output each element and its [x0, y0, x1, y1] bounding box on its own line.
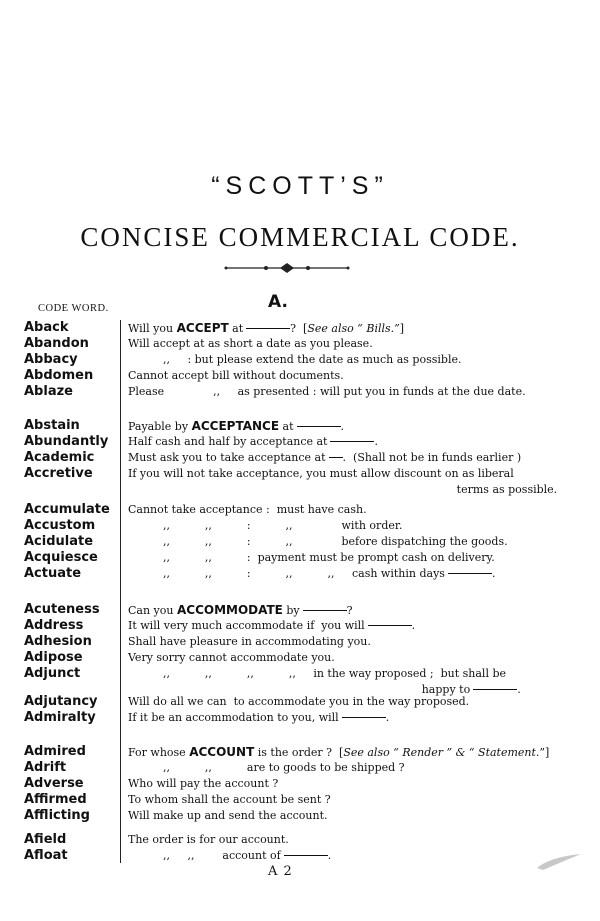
- phrase-text: Cannot accept bill without documents.: [128, 369, 344, 382]
- code-word: Ablaze: [24, 384, 73, 399]
- code-word: Address: [24, 618, 84, 633]
- code-word: Afloat: [24, 848, 68, 863]
- code-phrase: [128, 466, 514, 482]
- code-word: Acuteness: [24, 602, 100, 617]
- code-word: Academic: [24, 450, 95, 465]
- code-phrase: [128, 534, 508, 550]
- code-phrase: [128, 666, 506, 682]
- code-phrase: [128, 434, 378, 450]
- code-word: Adjutancy: [24, 694, 98, 709]
- fill-in-blank: [246, 328, 290, 329]
- ink-smudge: [535, 850, 583, 872]
- phrase-text: ,, ,, : ,, before dispatching the goods.: [128, 535, 508, 548]
- code-phrase: [128, 634, 371, 650]
- phrase-text: Payable by: [128, 420, 192, 433]
- phrase-text: ,, ,, : ,, with order.: [128, 519, 403, 532]
- code-phrase: [128, 832, 289, 848]
- fill-in-blank: [368, 625, 412, 626]
- phrase-text: Please ,, as presented : will put you in funds at the due date.: [128, 385, 526, 398]
- phrase-text: Cannot take acceptance : must have cash.: [128, 503, 367, 516]
- phrase-text: . (Shall not be in funds earlier ): [342, 451, 522, 464]
- phrase-text: ,, : but please extend the date as much as possible.: [128, 353, 462, 366]
- code-word: Actuate: [24, 566, 82, 581]
- phrase-text: Must ask you to take acceptance at: [128, 451, 326, 464]
- phrase-text: .: [340, 420, 345, 433]
- fill-in-blank: [329, 457, 343, 458]
- code-phrase: [128, 760, 405, 776]
- phrase-text: If you will not take acceptance, you must allow discount on as liberal: [128, 467, 514, 480]
- fill-in-blank: [303, 610, 347, 611]
- phrase-text: Shall have pleasure in accommodating you.: [128, 635, 371, 648]
- code-word: Adverse: [24, 776, 84, 791]
- code-phrase: [128, 502, 367, 518]
- phrase-text: Will do all we can to accommodate you in the way proposed.: [128, 695, 470, 708]
- fill-in-blank: [284, 855, 328, 856]
- code-word: Accustom: [24, 518, 96, 533]
- fill-in-blank: [473, 689, 517, 690]
- keyword: ACCOUNT: [189, 745, 255, 759]
- code-word: Adipose: [24, 650, 83, 665]
- code-phrase: [128, 744, 549, 761]
- phrase-text: ?: [346, 604, 353, 617]
- fill-in-blank: [330, 441, 374, 442]
- code-word: Afield: [24, 832, 67, 847]
- code-phrase: [128, 320, 404, 337]
- phrase-text: .: [411, 619, 416, 632]
- cross-reference: See also “ Bills.”: [307, 322, 400, 335]
- page-title: “SCOTT’S”: [211, 172, 389, 200]
- code-phrase: [128, 384, 526, 400]
- code-phrase: [128, 618, 415, 634]
- code-word: Admired: [24, 744, 86, 759]
- phrase-text: Half cash and half by acceptance at: [128, 435, 328, 448]
- page-subtitle: CONCISE COMMERCIAL CODE.: [80, 222, 520, 252]
- phrase-text: ,, ,, : payment must be prompt cash on delivery.: [128, 551, 495, 564]
- keyword: ACCOMMODATE: [176, 603, 283, 617]
- ornament-divider: [222, 262, 352, 274]
- phrase-text: Can you: [128, 604, 177, 617]
- code-word: Accumulate: [24, 502, 110, 517]
- code-word: Affirmed: [24, 792, 87, 807]
- page-folio: A 2: [268, 864, 293, 879]
- phrase-text: It will very much accommodate if you will: [128, 619, 365, 632]
- code-word-column-label: CODE WORD.: [38, 303, 109, 314]
- code-word: Abbacy: [24, 352, 78, 367]
- code-word: Adrift: [24, 760, 67, 775]
- code-word: Admiralty: [24, 710, 96, 725]
- code-word: Acidulate: [24, 534, 94, 549]
- keyword: ACCEPT: [176, 321, 229, 335]
- code-phrase: [128, 650, 335, 666]
- fill-in-blank: [342, 717, 386, 718]
- fill-in-blank: [297, 426, 341, 427]
- phrase-text: ,, ,, ,, ,, in the way proposed ; but shall be: [128, 667, 507, 680]
- code-word: Abdomen: [24, 368, 94, 383]
- code-word: Afflicting: [24, 808, 90, 823]
- phrase-text: ,, ,, are to goods to be shipped ?: [128, 761, 405, 774]
- code-phrase: [128, 808, 328, 824]
- phrase-text: If it be an accommodation to you, will: [128, 711, 339, 724]
- phrase-text: ]: [399, 322, 405, 335]
- phrase-text: Will accept at as short a date as you please.: [128, 337, 373, 350]
- cross-reference: See also “ Render ” & “ Statement.: [343, 746, 540, 759]
- code-word: Abundantly: [24, 434, 109, 449]
- code-phrase: [128, 450, 521, 466]
- code-word: Abstain: [24, 418, 80, 433]
- code-phrase: [128, 550, 495, 566]
- phrase-text: is the order ? [: [254, 746, 344, 759]
- code-phrase: [128, 418, 344, 435]
- keyword: ACCEPTANCE: [191, 419, 280, 433]
- phrase-text: .: [374, 435, 378, 448]
- column-rule: [120, 320, 121, 863]
- code-word: Adhesion: [24, 634, 92, 649]
- phrase-text: at: [279, 420, 294, 433]
- code-phrase: [128, 848, 331, 864]
- phrase-text: .: [327, 849, 332, 862]
- code-phrase: [128, 792, 331, 808]
- phrase-text: ? [: [290, 322, 308, 335]
- phrase-text: ”]: [539, 746, 550, 759]
- phrase-text: .: [385, 711, 390, 724]
- phrase-text: Will make up and send the account.: [128, 809, 328, 822]
- code-phrase: [128, 710, 389, 726]
- code-word: Acquiesce: [24, 550, 98, 565]
- phrase-text: .: [491, 567, 496, 580]
- code-phrase: [128, 518, 402, 534]
- code-phrase: [128, 566, 495, 582]
- code-word: Aback: [24, 320, 69, 335]
- phrase-text: at: [228, 322, 244, 335]
- phrase-text: Very sorry cannot accommodate you.: [128, 651, 335, 664]
- phrase-text: ,, ,, account of: [128, 849, 281, 862]
- phrase-text: Will you: [128, 322, 177, 335]
- phrase-text: Who will pay the account ?: [128, 777, 279, 790]
- code-phrase: [128, 602, 353, 619]
- code-word: Abandon: [24, 336, 89, 351]
- code-phrase: [128, 368, 344, 384]
- phrase-text: ,, ,, : ,, ,, cash within days: [128, 567, 445, 580]
- code-phrase: [128, 776, 278, 792]
- code-phrase: [128, 336, 373, 352]
- section-letter: A.: [268, 292, 288, 312]
- code-phrase: [128, 694, 469, 710]
- phrase-text: The order is for our account.: [128, 833, 289, 846]
- phrase-text: To whom shall the account be sent ?: [128, 793, 331, 806]
- phrase-text: .: [517, 683, 521, 696]
- code-phrase: [128, 482, 557, 498]
- code-phrase: [128, 352, 461, 368]
- code-word: Adjunct: [24, 666, 81, 681]
- phrase-text: For whose: [128, 746, 190, 759]
- phrase-text: happy to: [128, 683, 471, 696]
- phrase-text: by: [282, 604, 300, 617]
- phrase-text: terms as possible.: [128, 483, 558, 496]
- fill-in-blank: [448, 573, 492, 574]
- code-word: Accretive: [24, 466, 93, 481]
